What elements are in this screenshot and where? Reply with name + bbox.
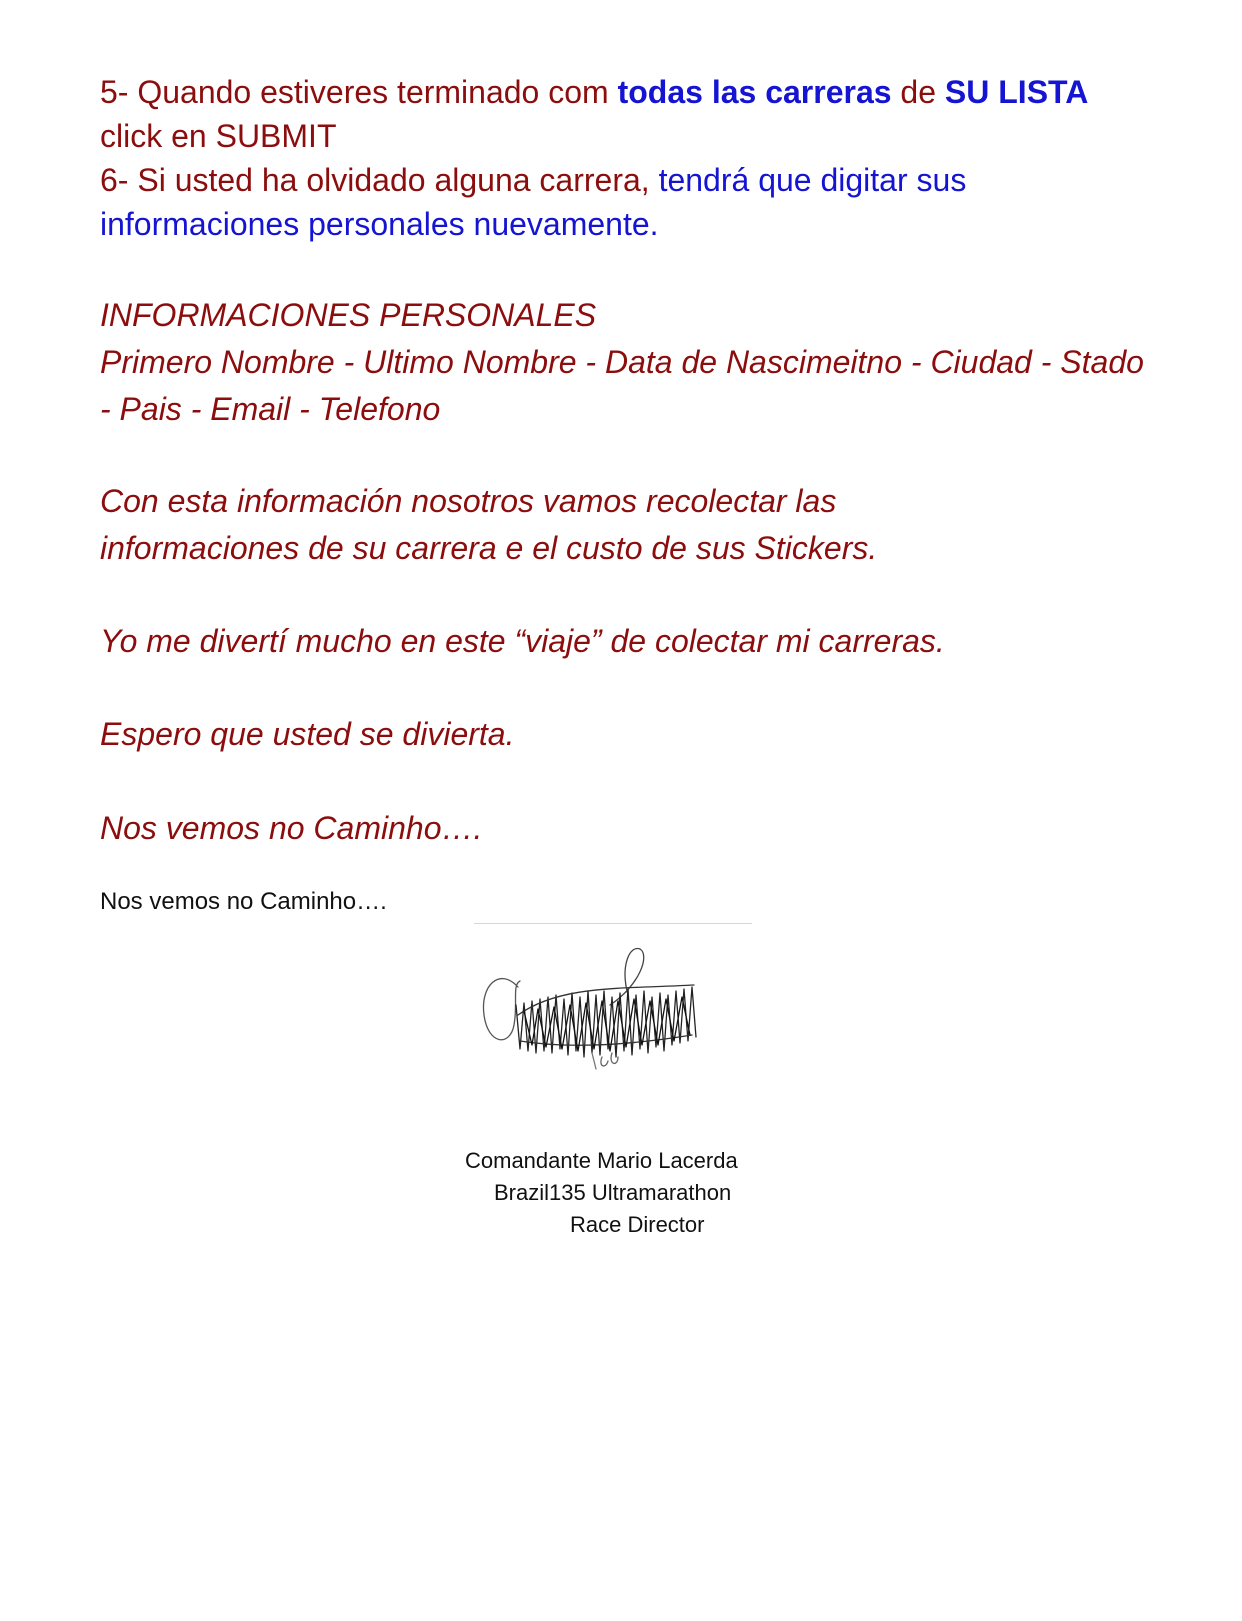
instruction-steps (100, 70, 1160, 246)
personal-info-fields: Primero Nombre - Ultimo Nombre - Data de Nascimeitno - Ciudad - Stado - Pais - Email - Telefono (100, 344, 1144, 427)
signature-divider (474, 923, 752, 924)
see-you-plain-text: Nos vemos no Caminho…. (100, 888, 387, 915)
step-5-prefix: 5- Quando estiveres terminado com (100, 74, 618, 110)
step-5-highlight-list: SU LISTA (944, 74, 1089, 110)
signer-name: Comandante Mario Lacerda (465, 1148, 738, 1173)
step-6-highlight: tendrá que digitar sus informaciones personales nuevamente. (100, 162, 967, 242)
personal-info-section (100, 292, 1160, 433)
collect-info-paragraph: Con esta información nosotros vamos recolectar las informaciones de su carrera e el custo de sus Stickers. (100, 483, 878, 566)
see-you-paragraph: Nos vemos no Caminho…. (100, 810, 483, 846)
step-6 (100, 158, 980, 246)
step-5-highlight-all-races: todas las carreras (617, 74, 892, 110)
handwritten-signature (480, 945, 740, 1105)
step-5-submit-line: click en SUBMIT (100, 118, 337, 154)
step-6-prefix: 6- Si usted ha olvidado alguna carrera, (100, 162, 659, 198)
step-5 (100, 70, 1160, 114)
personal-info-heading: INFORMACIONES PERSONALES (100, 297, 597, 333)
signer-role: Race Director (570, 1212, 705, 1237)
step-5-middle: de (891, 74, 945, 110)
signer-organization: Brazil135 Ultramarathon (494, 1180, 732, 1205)
fun-journey-paragraph: Yo me divertí mucho en este “viaje” de colectar mi carreras. (100, 623, 945, 659)
enjoy-paragraph: Espero que usted se divierta. (100, 716, 515, 752)
